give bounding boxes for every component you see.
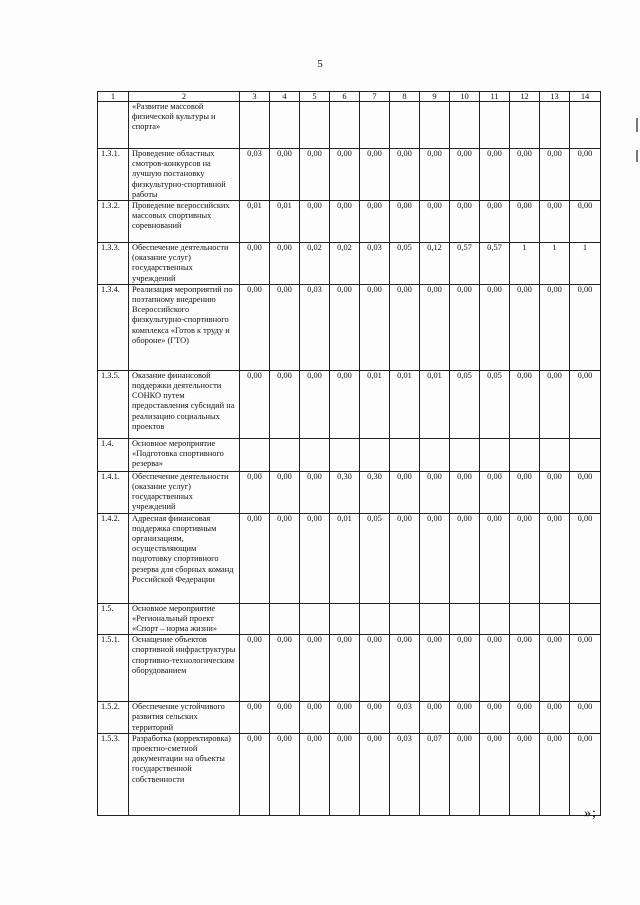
value-cell: 0,02 <box>330 243 360 285</box>
row-name: Реализация мероприятий по поэтапному внедрению Всероссийского физкультурно-спортивного комплекса «Готов к труду и обороне» (ГТО) <box>129 284 240 370</box>
value-cell: 0,00 <box>510 513 540 603</box>
value-cell: 0,00 <box>270 635 300 702</box>
value-cell <box>540 603 570 635</box>
value-cell: 0,00 <box>450 284 480 370</box>
value-cell <box>480 438 510 471</box>
value-cell <box>300 102 330 149</box>
row-code: 1.3.3. <box>98 243 129 285</box>
table-row <box>98 370 601 438</box>
value-cell: 0,00 <box>420 702 450 734</box>
value-cell: 0,00 <box>360 201 390 243</box>
value-cell: 1 <box>570 243 601 285</box>
value-cell: 0,03 <box>300 284 330 370</box>
value-cell: 0,00 <box>450 149 480 201</box>
value-cell: 0,00 <box>450 471 480 513</box>
row-name: Основное мероприятие «Подготовка спортивного резерва» <box>129 438 240 471</box>
header-cell: 3 <box>240 92 270 102</box>
value-cell: 0,00 <box>480 635 510 702</box>
table-row <box>98 243 601 285</box>
table-row <box>98 603 601 635</box>
value-cell: 0,00 <box>540 471 570 513</box>
value-cell: 1 <box>540 243 570 285</box>
row-code: 1.3.2. <box>98 201 129 243</box>
value-cell: 0,00 <box>540 149 570 201</box>
value-cell <box>450 438 480 471</box>
value-cell: 0,01 <box>240 201 270 243</box>
table-row <box>98 149 601 201</box>
value-cell: 0,00 <box>540 733 570 815</box>
value-cell: 0,00 <box>480 513 510 603</box>
value-cell <box>300 603 330 635</box>
row-name: Обеспечение устойчивого развития сельских территорий <box>129 702 240 734</box>
value-cell: 0,00 <box>390 635 420 702</box>
row-code: 1.3.4. <box>98 284 129 370</box>
row-name: Оказание финансовой поддержки деятельности СОНКО путем предоставления субсидий на реализацию социальных проектов <box>129 370 240 438</box>
value-cell <box>420 603 450 635</box>
value-cell: 0,00 <box>270 370 300 438</box>
value-cell: 0,57 <box>450 243 480 285</box>
value-cell: 0,00 <box>300 201 330 243</box>
value-cell: 0,57 <box>480 243 510 285</box>
value-cell: 0,00 <box>300 513 330 603</box>
value-cell: 0,00 <box>390 201 420 243</box>
value-cell <box>360 438 390 471</box>
table-row <box>98 102 601 149</box>
value-cell: 0,00 <box>450 733 480 815</box>
value-cell: 0,00 <box>300 471 330 513</box>
row-name: Разработка (корректировка) проектно-сметной документации на объекты государственной собственности <box>129 733 240 815</box>
value-cell: 0,00 <box>570 702 601 734</box>
value-cell <box>240 102 270 149</box>
row-code: 1.5.1. <box>98 635 129 702</box>
value-cell: 0,00 <box>360 149 390 201</box>
value-cell <box>390 603 420 635</box>
value-cell: 0,00 <box>540 201 570 243</box>
value-cell: 0,00 <box>330 702 360 734</box>
table-row <box>98 733 601 815</box>
value-cell: 0,00 <box>420 284 450 370</box>
value-cell: 0,00 <box>540 370 570 438</box>
row-code <box>98 102 129 149</box>
row-name: Обеспечение деятельности (оказание услуг) государственных учреждений <box>129 471 240 513</box>
value-cell <box>390 102 420 149</box>
value-cell <box>540 438 570 471</box>
value-cell: 0,00 <box>270 733 300 815</box>
value-cell: 0,00 <box>240 243 270 285</box>
value-cell: 0,00 <box>330 635 360 702</box>
value-cell: 0,05 <box>360 513 390 603</box>
value-cell: 0,00 <box>450 702 480 734</box>
row-code: 1.4.1. <box>98 471 129 513</box>
value-cell: 0,00 <box>450 201 480 243</box>
value-cell: 0,00 <box>570 201 601 243</box>
value-cell: 0,00 <box>480 471 510 513</box>
value-cell: 0,00 <box>390 284 420 370</box>
value-cell: 0,00 <box>270 513 300 603</box>
value-cell: 0,00 <box>300 370 330 438</box>
value-cell: 0,00 <box>570 513 601 603</box>
value-cell: 0,01 <box>330 513 360 603</box>
value-cell <box>390 438 420 471</box>
value-cell <box>270 603 300 635</box>
value-cell: 0,00 <box>270 149 300 201</box>
row-name: Оснащение объектов спортивной инфраструктуры спортивно-технологическим оборудованием <box>129 635 240 702</box>
value-cell: 0,00 <box>240 702 270 734</box>
value-cell <box>540 102 570 149</box>
value-cell: 0,03 <box>360 243 390 285</box>
value-cell: 0,02 <box>300 243 330 285</box>
header-cell: 8 <box>390 92 420 102</box>
value-cell: 0,00 <box>420 149 450 201</box>
header-cell: 1 <box>98 92 129 102</box>
value-cell: 0,00 <box>540 284 570 370</box>
value-cell: 0,00 <box>510 733 540 815</box>
value-cell <box>510 603 540 635</box>
page-number: 5 <box>317 58 323 70</box>
value-cell <box>570 438 601 471</box>
value-cell: 0,00 <box>510 201 540 243</box>
value-cell: 0,01 <box>270 201 300 243</box>
value-cell: 0,00 <box>360 702 390 734</box>
value-cell: 0,00 <box>240 370 270 438</box>
row-code: 1.4. <box>98 438 129 471</box>
table-row <box>98 284 601 370</box>
value-cell <box>420 438 450 471</box>
row-code: 1.5. <box>98 603 129 635</box>
value-cell: 0,00 <box>480 733 510 815</box>
value-cell: 0,00 <box>360 635 390 702</box>
value-cell: 0,00 <box>240 635 270 702</box>
value-cell: 0,30 <box>330 471 360 513</box>
header-cell: 5 <box>300 92 330 102</box>
row-name: Проведение областных смотров-конкурсов на лучшую постановку физкультурно-спортивной работы <box>129 149 240 201</box>
value-cell: 0,00 <box>330 284 360 370</box>
value-cell: 0,01 <box>360 370 390 438</box>
scan-edge-mark <box>636 118 638 132</box>
value-cell: 0,00 <box>330 733 360 815</box>
table-row <box>98 513 601 603</box>
value-cell: 0,00 <box>510 635 540 702</box>
row-name: Обеспечение деятельности (оказание услуг) государственных учреждений <box>129 243 240 285</box>
value-cell: 0,00 <box>420 471 450 513</box>
value-cell: 0,00 <box>240 471 270 513</box>
value-cell: 0,00 <box>270 471 300 513</box>
header-cell: 14 <box>570 92 601 102</box>
value-cell: 0,00 <box>570 284 601 370</box>
value-cell: 0,00 <box>390 513 420 603</box>
table-row <box>98 471 601 513</box>
value-cell: 0,03 <box>390 702 420 734</box>
row-name: Адресная финансовая поддержка спортивным организациям, осуществляющим подготовку спортивного резерва для сборных команд Российской Федерации <box>129 513 240 603</box>
row-code: 1.5.3. <box>98 733 129 815</box>
value-cell <box>270 102 300 149</box>
value-cell <box>480 102 510 149</box>
value-cell <box>420 102 450 149</box>
row-name: Основное мероприятие «Региональный проект «Спорт – норма жизни» <box>129 603 240 635</box>
value-cell <box>450 102 480 149</box>
header-cell: 6 <box>330 92 360 102</box>
value-cell: 0,01 <box>420 370 450 438</box>
value-cell <box>330 102 360 149</box>
value-cell: 0,00 <box>330 370 360 438</box>
value-cell <box>330 438 360 471</box>
value-cell: 0,00 <box>510 284 540 370</box>
value-cell: 0,00 <box>330 149 360 201</box>
value-cell: 0,05 <box>450 370 480 438</box>
value-cell: 0,12 <box>420 243 450 285</box>
value-cell: 0,00 <box>300 149 330 201</box>
value-cell <box>570 603 601 635</box>
value-cell: 0,00 <box>420 201 450 243</box>
value-cell <box>360 603 390 635</box>
indicator-table <box>97 91 601 816</box>
value-cell: 0,00 <box>480 702 510 734</box>
header-cell: 2 <box>129 92 240 102</box>
value-cell: 0,00 <box>270 243 300 285</box>
row-name: Проведение всероссийских массовых спортивных соревнований <box>129 201 240 243</box>
value-cell <box>360 102 390 149</box>
row-code: 1.5.2. <box>98 702 129 734</box>
header-cell: 11 <box>480 92 510 102</box>
value-cell <box>330 603 360 635</box>
value-cell: 0,05 <box>480 370 510 438</box>
value-cell <box>270 438 300 471</box>
value-cell: 0,00 <box>240 513 270 603</box>
value-cell: 0,00 <box>570 149 601 201</box>
value-cell: 0,00 <box>570 471 601 513</box>
value-cell: 0,30 <box>360 471 390 513</box>
value-cell: 0,01 <box>390 370 420 438</box>
row-code: 1.3.5. <box>98 370 129 438</box>
value-cell: 0,05 <box>390 243 420 285</box>
row-code: 1.3.1. <box>98 149 129 201</box>
value-cell: 0,00 <box>270 702 300 734</box>
scan-edge-mark <box>636 150 638 162</box>
closing-quote-mark: »; <box>584 806 597 821</box>
value-cell <box>240 438 270 471</box>
value-cell: 0,00 <box>360 284 390 370</box>
value-cell: 0,00 <box>510 370 540 438</box>
value-cell: 0,00 <box>480 149 510 201</box>
value-cell: 0,00 <box>540 635 570 702</box>
value-cell: 0,00 <box>300 635 330 702</box>
header-cell: 12 <box>510 92 540 102</box>
value-cell: 0,00 <box>450 635 480 702</box>
value-cell: 0,00 <box>240 284 270 370</box>
value-cell: 0,00 <box>360 733 390 815</box>
row-name: «Развитие массовой физической культуры и спорта» <box>129 102 240 149</box>
value-cell: 0,00 <box>510 471 540 513</box>
value-cell: 0,00 <box>330 201 360 243</box>
value-cell <box>450 603 480 635</box>
value-cell: 0,00 <box>570 733 601 815</box>
value-cell <box>510 102 540 149</box>
value-cell: 0,00 <box>540 513 570 603</box>
table-row <box>98 201 601 243</box>
header-cell: 9 <box>420 92 450 102</box>
table-row <box>98 438 601 471</box>
value-cell: 0,00 <box>510 149 540 201</box>
table-header-row <box>98 92 601 102</box>
value-cell <box>300 438 330 471</box>
value-cell <box>240 603 270 635</box>
value-cell <box>570 102 601 149</box>
value-cell: 0,00 <box>240 733 270 815</box>
value-cell: 0,00 <box>570 635 601 702</box>
value-cell: 0,00 <box>450 513 480 603</box>
table-row <box>98 702 601 734</box>
value-cell: 0,00 <box>390 471 420 513</box>
value-cell <box>510 438 540 471</box>
value-cell: 0,00 <box>540 702 570 734</box>
row-code: 1.4.2. <box>98 513 129 603</box>
value-cell: 0,00 <box>270 284 300 370</box>
value-cell: 0,00 <box>570 370 601 438</box>
value-cell: 0,00 <box>300 733 330 815</box>
value-cell: 0,03 <box>390 733 420 815</box>
value-cell: 0,00 <box>480 284 510 370</box>
value-cell: 0,00 <box>300 702 330 734</box>
value-cell: 0,03 <box>240 149 270 201</box>
value-cell: 0,00 <box>420 635 450 702</box>
value-cell: 1 <box>510 243 540 285</box>
header-cell: 13 <box>540 92 570 102</box>
value-cell: 0,07 <box>420 733 450 815</box>
header-cell: 4 <box>270 92 300 102</box>
value-cell: 0,00 <box>480 201 510 243</box>
header-cell: 7 <box>360 92 390 102</box>
table-body <box>98 92 601 816</box>
table-row <box>98 635 601 702</box>
value-cell: 0,00 <box>510 702 540 734</box>
header-cell: 10 <box>450 92 480 102</box>
value-cell: 0,00 <box>420 513 450 603</box>
value-cell <box>480 603 510 635</box>
value-cell: 0,00 <box>390 149 420 201</box>
